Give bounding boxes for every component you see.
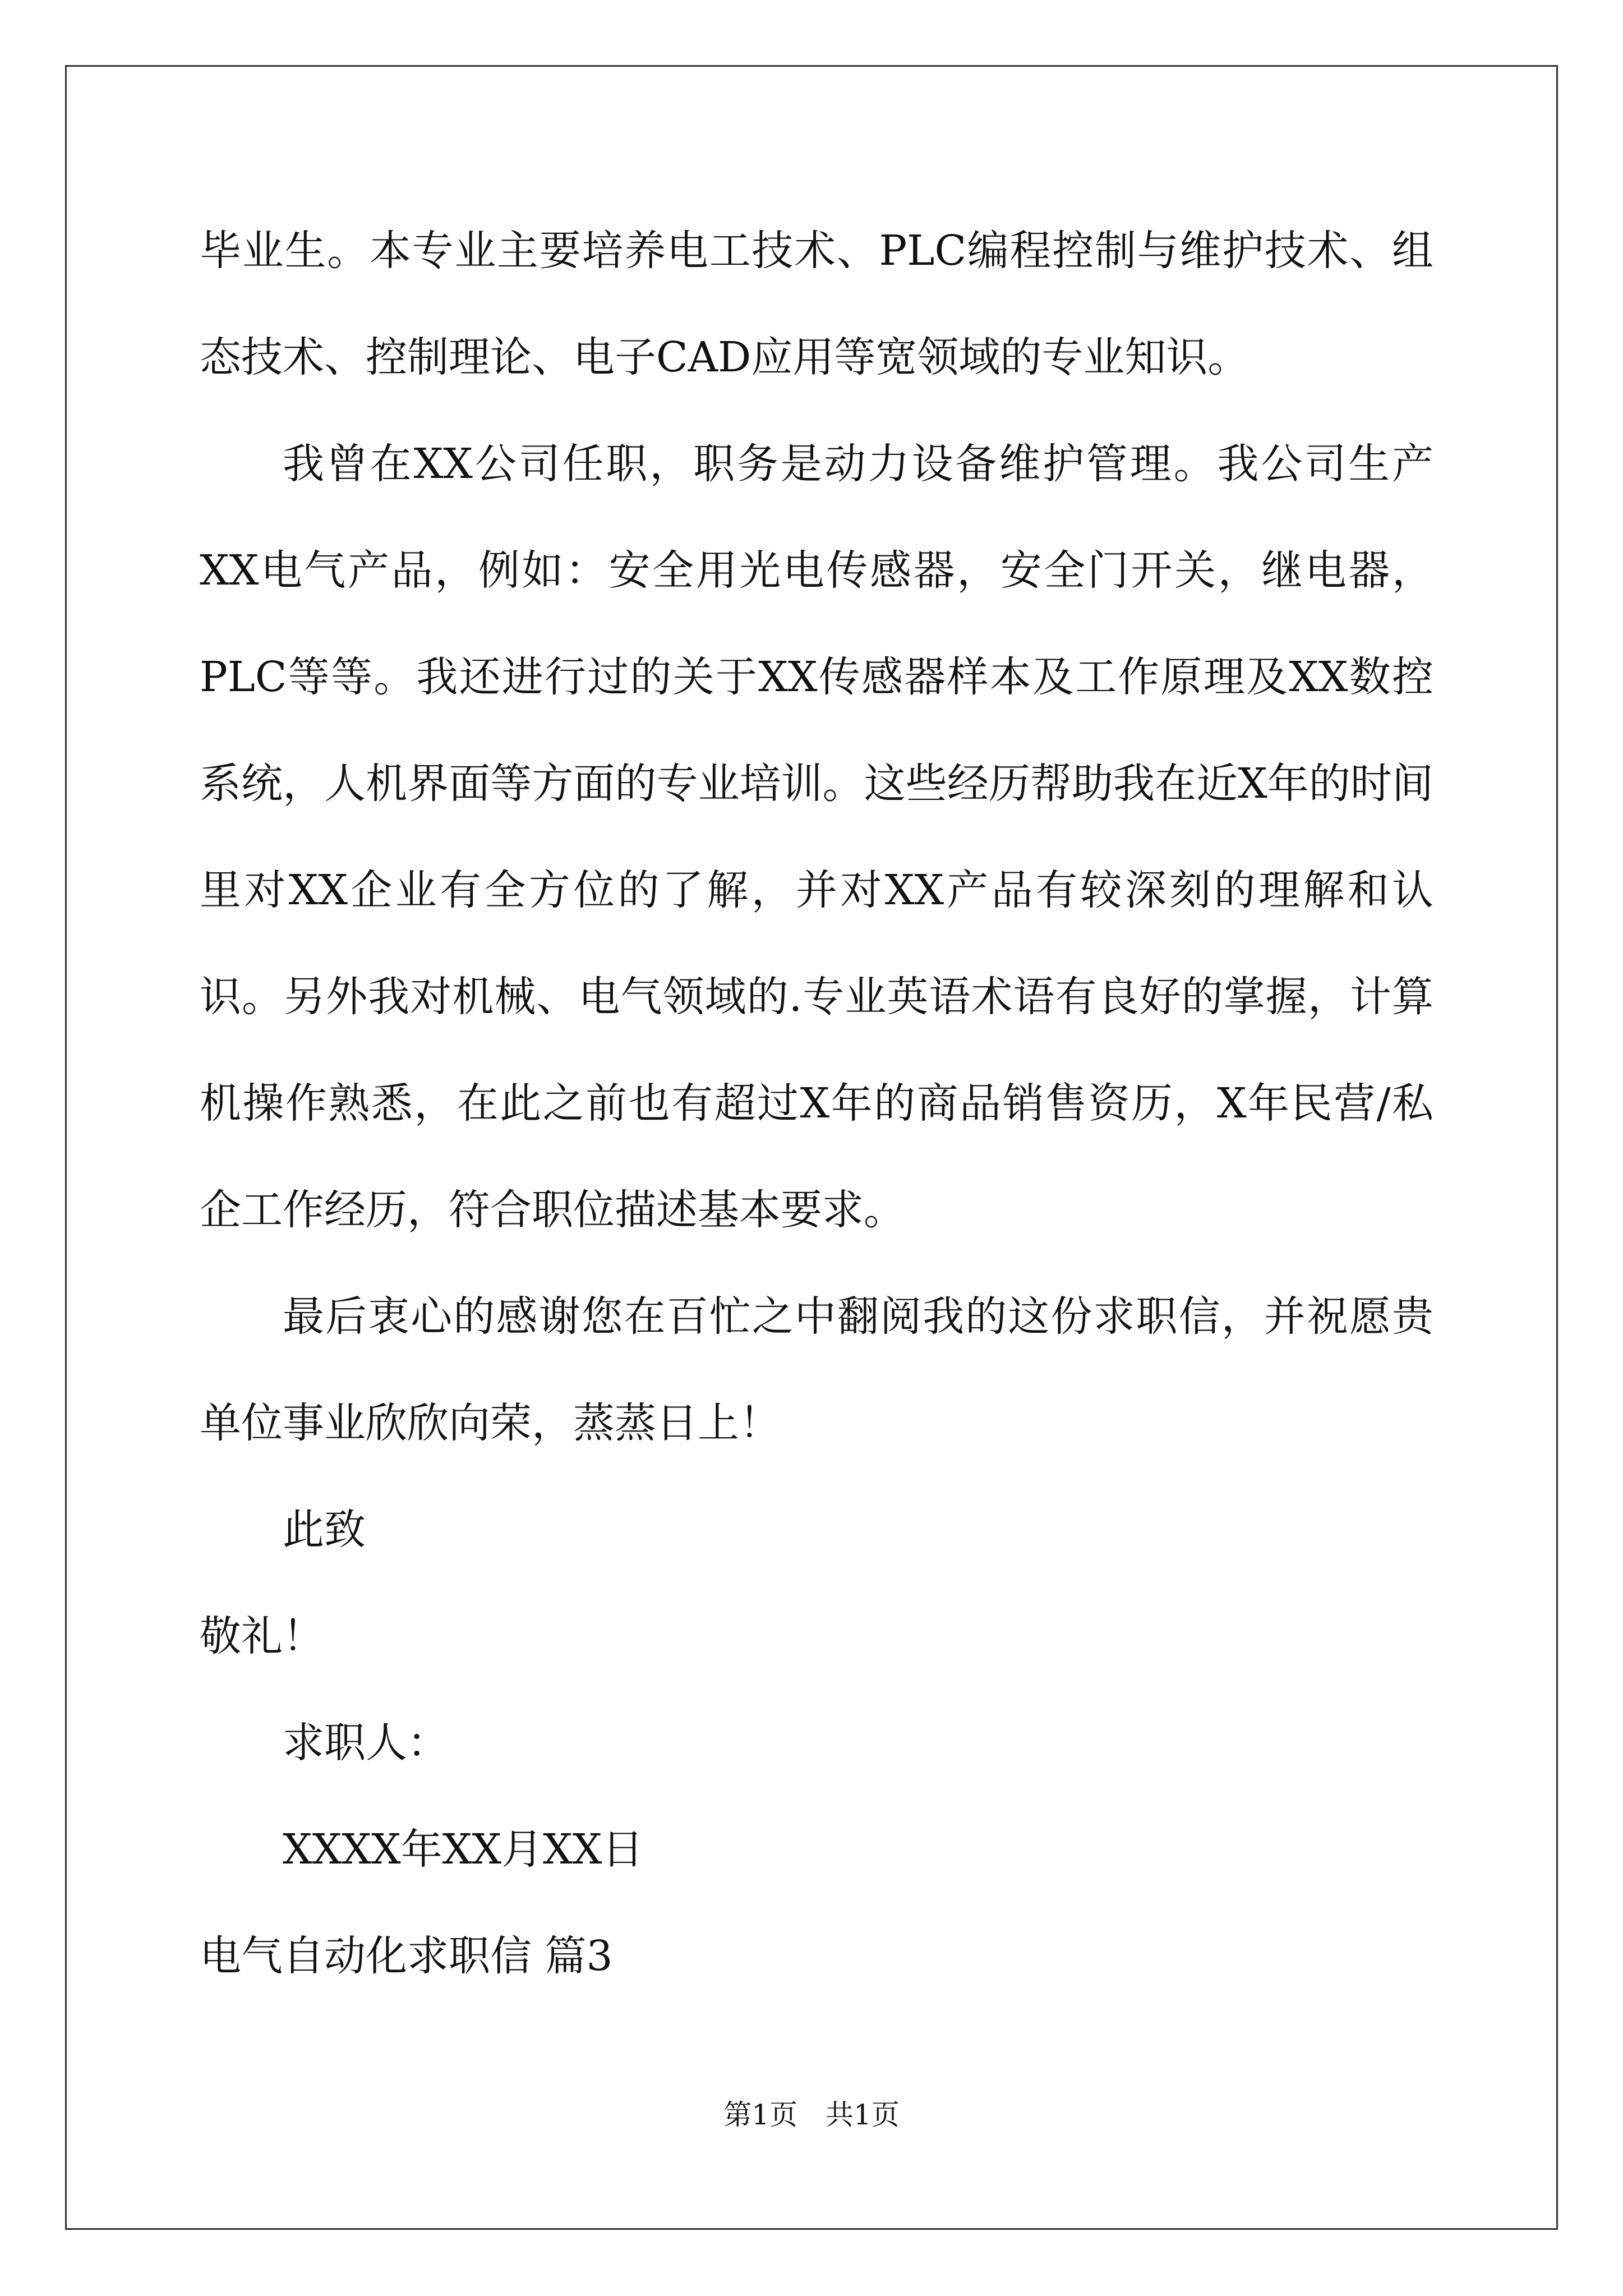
page-footer: 第1页 共1页: [723, 2099, 900, 2131]
paragraph-experience: 我曾在XX公司任职，职务是动力设备维护管理。我公司生产XX电气产品，例如：安全用光电传感器，安全门开关，继电器，PLC等等。我还进行过的关于XX传感器样本及工作原理及XX数控系统，人机界面等方面的专业培训。这些经历帮助我在近X年的时间里对XX企业有全方位的了解，并对XX产品有较深刻的理解和认识。另外我对机械、电气领域的.专业英语术语有良好的掌握，计算机操作熟悉，在此之前也有超过X年的商品销售资历，X年民营/私企工作经历，符合职位描述基本要求。: [200, 440, 1433, 1234]
signature-label: 求职人：: [283, 1719, 449, 1767]
closing-salutation: 此致: [283, 1506, 366, 1554]
paragraph-education: 毕业生。本专业主要培养电工技术、PLC编程控制与维护技术、组态技术、控制理论、电子CAD应用等宽领域的专业知识。: [200, 227, 1433, 381]
closing-regards: 敬礼！: [200, 1612, 324, 1660]
paragraph-thanks: 最后衷心的感谢您在百忙之中翻阅我的这份求职信，并祝愿贵单位事业欣欣向荣，蒸蒸日上！: [200, 1292, 1433, 1447]
next-section-heading: 电气自动化求职信 篇3: [200, 1932, 613, 1980]
letter-date: XXXX年XX月XX日: [283, 1825, 644, 1874]
letter-body: [200, 197, 1433, 2009]
